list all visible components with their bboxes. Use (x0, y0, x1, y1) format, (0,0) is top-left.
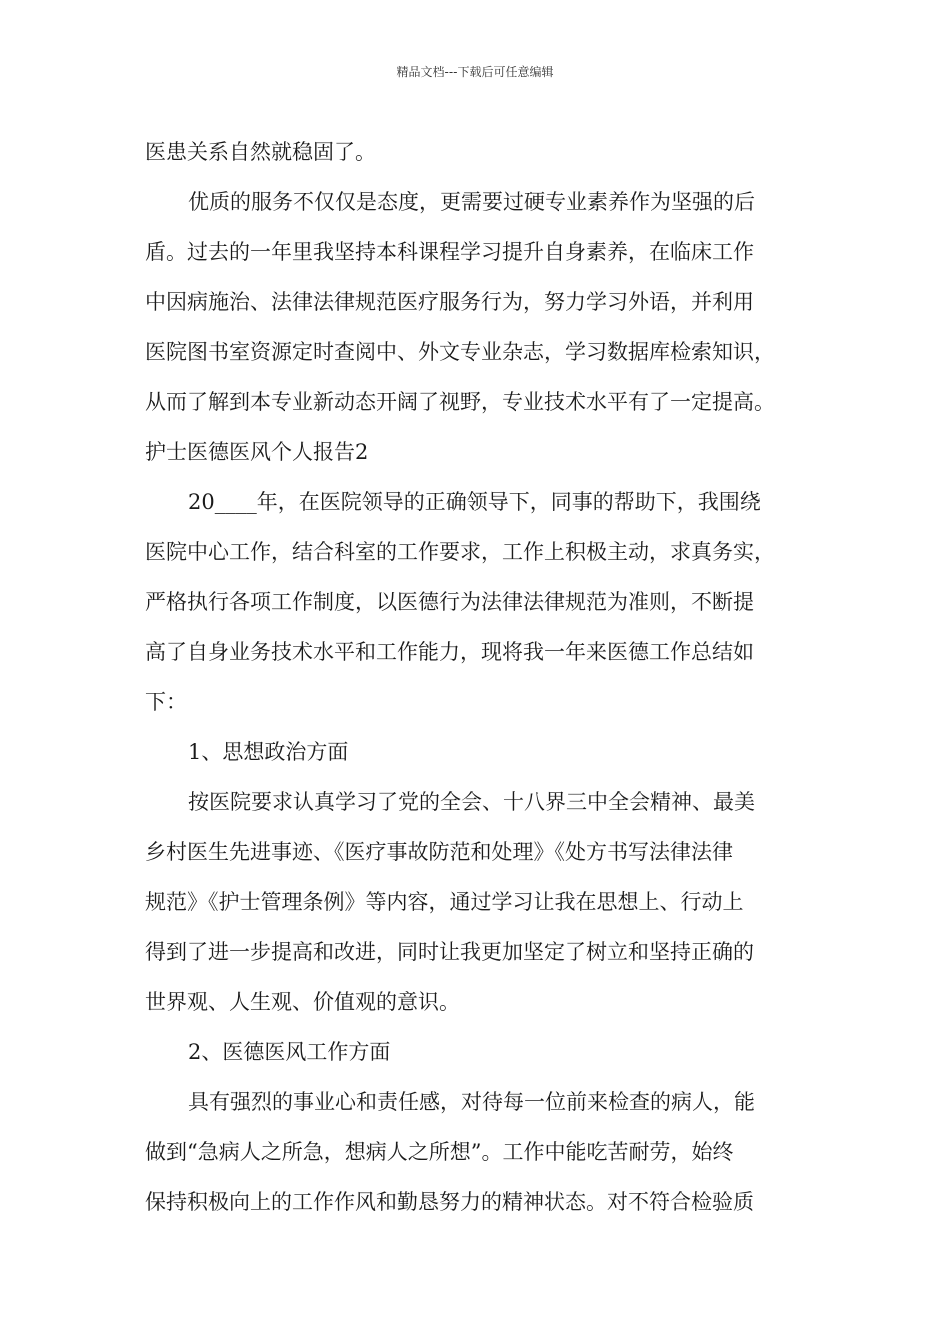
text-line: 做到“急病人之所急，想病人之所想”。工作中能吃苦耐劳，始终 (145, 1140, 734, 1164)
text-line: 医院图书室资源定时查阅中、外文专业杂志，学习数据库检索知识， (145, 340, 775, 364)
text-line: 高了自身业务技术水平和工作能力，现将我一年来医德工作总结如 (145, 640, 754, 664)
paragraph-start-line: 20____年，在医院领导的正确领导下，同事的帮助下，我围绕 (188, 490, 761, 514)
text-line: 下： (145, 690, 187, 714)
text-line: 医院中心工作，结合科室的工作要求，工作上积极主动，求真务实， (145, 540, 775, 564)
text-line: 得到了进一步提高和改进，同时让我更加坚定了树立和坚持正确的 (145, 940, 754, 964)
text-line: 从而了解到本专业新动态开阔了视野，专业技术水平有了一定提高。 (145, 390, 775, 414)
text-line: 世界观、人生观、价值观的意识。 (145, 990, 460, 1014)
document-body (145, 127, 825, 1227)
text-line: 中因病施治、法律法律规范医疗服务行为，努力学习外语，并利用 (145, 290, 754, 314)
subsection-heading: 1、思想政治方面 (188, 740, 349, 764)
paragraph-start-line: 具有强烈的事业心和责任感，对待每一位前来检查的病人，能 (188, 1090, 755, 1114)
paragraph-start-line: 按医院要求认真学习了党的全会、十八界三中全会精神、最美 (188, 790, 755, 814)
page-header: 精品文档---下载后可任意编辑 (396, 65, 554, 79)
paragraph-start-line: 优质的服务不仅仅是态度，更需要过硬专业素养作为坚强的后 (188, 190, 755, 214)
text-line: 规范》《护士管理条例》等内容，通过学习让我在思想上、行动上 (145, 890, 744, 914)
subsection-heading: 2、医德医风工作方面 (188, 1040, 391, 1064)
text-line: 乡村医生先进事迹、《医疗事故防范和处理》《处方书写法律法律 (145, 840, 733, 864)
text-line: 严格执行各项工作制度，以医德行为法律法律规范为准则，不断提 (145, 590, 754, 614)
section-title: 护士医德医风个人报告2 (145, 440, 369, 464)
text-line: 盾。过去的一年里我坚持本科课程学习提升自身素养，在临床工作 (145, 240, 754, 264)
text-line: 医患关系自然就稳固了。 (145, 140, 376, 164)
text-line: 保持积极向上的工作作风和勤恳努力的精神状态。对不符合检验质 (145, 1190, 754, 1214)
